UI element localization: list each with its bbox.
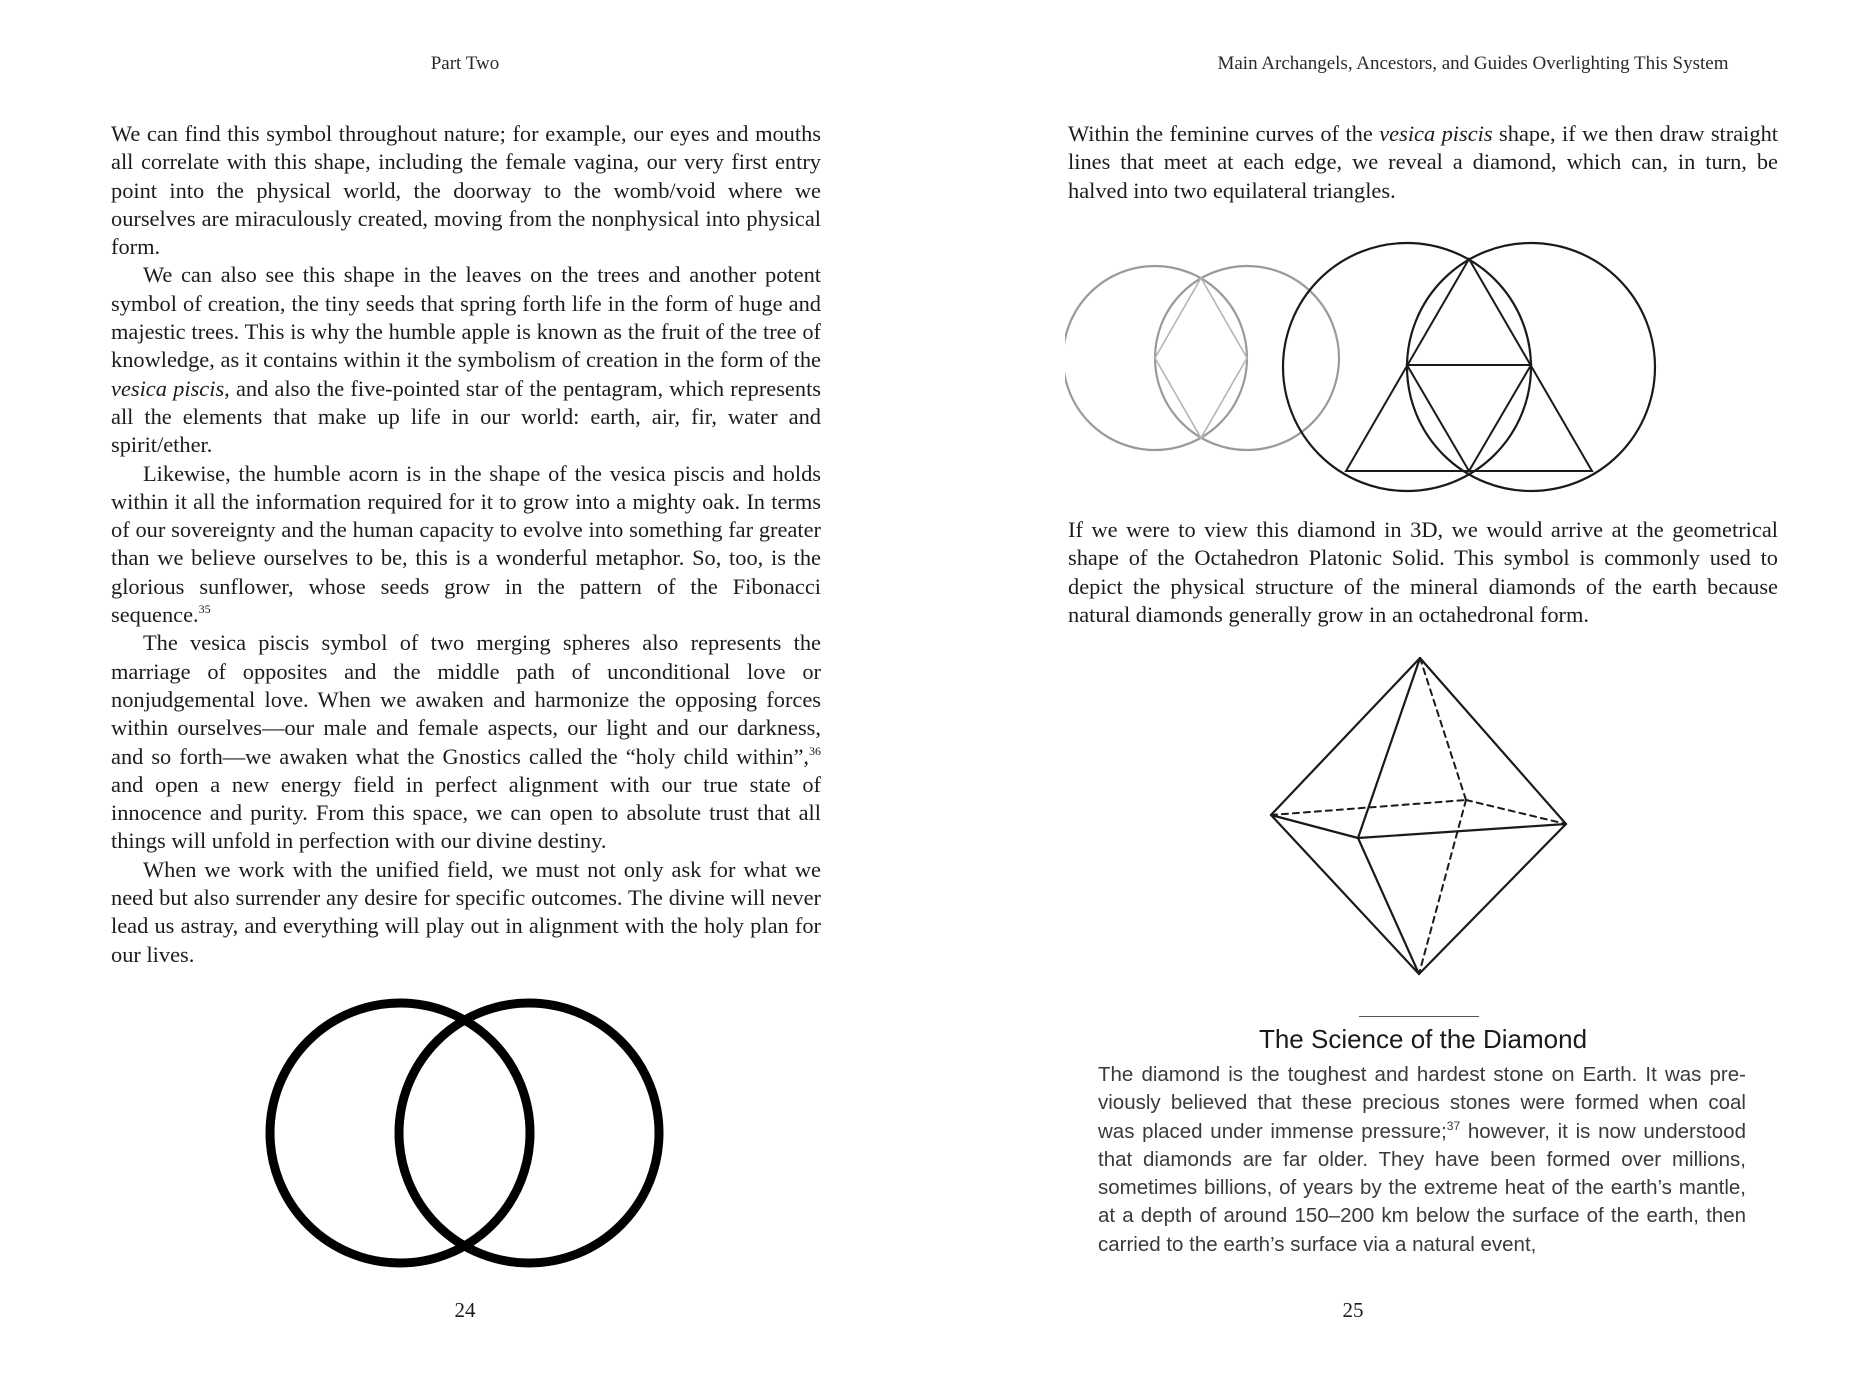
hidden-edge: [1466, 800, 1566, 824]
section-divider: [1359, 1016, 1479, 1017]
intro-paragraph: Within the feminine curves of the vesica piscis shape, if we then draw straight lines that meet at each edge, we reveal a diamond, which can, in turn, be halved into two equilateral triangles.: [1068, 121, 1778, 203]
inner-triangle: [1407, 365, 1531, 471]
hidden-edge: [1420, 658, 1466, 800]
page-number-right: 25: [1342, 1298, 1364, 1322]
edge: [1358, 838, 1419, 974]
page-number-left: 24: [454, 1298, 476, 1322]
edge: [1420, 658, 1566, 824]
right-page: [933, 0, 1866, 1400]
footnote-ref[interactable]: 37: [1446, 1118, 1461, 1133]
left-body-text: [111, 120, 821, 969]
section-body-text: The diamond is the toughest and hardest stone on Earth. It was previously believed that these precious stones were formed when coal was placed under immense pressure;$^{37}$ however, it is now understood that diamonds are far older. They have been formed over millions, sometimes billions, of years by the extreme heat of the earth’s mantle, at a depth of around 150–200 km below the surface of the earth, then carried to the earth’s surface via a natural event,: [1098, 1063, 1746, 1256]
octahedron-figure: [1266, 650, 1586, 980]
octahedron-paragraph: If we were to view this diamond in 3D, we would arrive at the geometrical shape of the Octahedron Platonic Solid. This symbol is commonly used to depict the physical structure of the mineral diamonds of the earth because natural diamonds generally grow in an octahedronal form.: [1068, 517, 1778, 627]
italic-term: vesica piscis: [111, 375, 225, 401]
paragraph-4: The vesica piscis symbol of two merging spheres also represents the marriage of opposites and the middle path of unconditional love or nonjudgemental love. When we awaken and harmonize the opposing forces within ourselves—our male and female aspects, our light and our darkness, and so forth—we awaken what the Gnostics called the “holy child within”,$^{36}$ and open a new energy field in perfect alignment with our true state of innocence and purity. From this space, we can open to absolute trust that all things will unfold in perfection with our divine destiny.: [111, 630, 821, 854]
vesica-diamond-and-triangles-figure: [1065, 235, 1765, 505]
edge: [1419, 824, 1566, 974]
vesica-piscis-figure: [265, 997, 665, 1269]
paragraph-1: We can find this symbol throughout nature; for example, our eyes and mouths all correlate with this shape, including the female vagina, our very first entry point into the physical world, the doorway to the womb/void where we ourselves are miraculously created, moving from the nonphysical into physical form.: [111, 121, 821, 260]
edge: [1358, 824, 1566, 838]
paragraph-2: We can also see this shape in the leaves on the trees and another potent symbol of creation, the tiny seeds that spring forth life in the form of huge and majestic trees. This is why the humble apple is known as the fruit of the tree of knowledge, as it contains within it the symbolism of creation in the form of the vesica piscis, and also the five-pointed star of the pentagram, which represents all the elements that make up life in our world: earth, air, fir, water and spirit/ether.: [111, 262, 821, 458]
running-head-left: Part Two: [430, 53, 500, 74]
edge: [1358, 658, 1420, 838]
footnote-ref[interactable]: 35: [198, 602, 211, 617]
edge: [1271, 658, 1420, 815]
vesica-diamond-diagram: [1065, 266, 1339, 450]
footnote-ref[interactable]: 36: [809, 743, 821, 758]
running-head-right: Main Archangels, Ancestors, and Guides Overlighting This System: [1217, 53, 1729, 74]
hidden-edge: [1419, 800, 1466, 974]
edge: [1271, 815, 1419, 974]
paragraph-5: When we work with the unified field, we must not only ask for what we need but also surrender any desire for specific outcomes. The divine will never lead us astray, and everything will play out in alignment with the holy plan for our lives.: [111, 856, 821, 967]
paragraph-3: Likewise, the humble acorn is in the shape of the vesica piscis and holds within it all the information required for it to grow into a mighty oak. In terms of our sovereignty and the human capacity to evolve into something far greater than we believe ourselves to be, this is a wonderful metaphor. So, too, is the glorious sunflower, whose seeds grow in the pattern of the Fibonacci sequence.$^{35}$: [111, 460, 821, 628]
section-heading: The Science of the Diamond: [1258, 1024, 1588, 1054]
edge: [1271, 815, 1358, 838]
diamond-shape: [1155, 278, 1247, 438]
italic-term: vesica piscis: [1379, 121, 1493, 146]
